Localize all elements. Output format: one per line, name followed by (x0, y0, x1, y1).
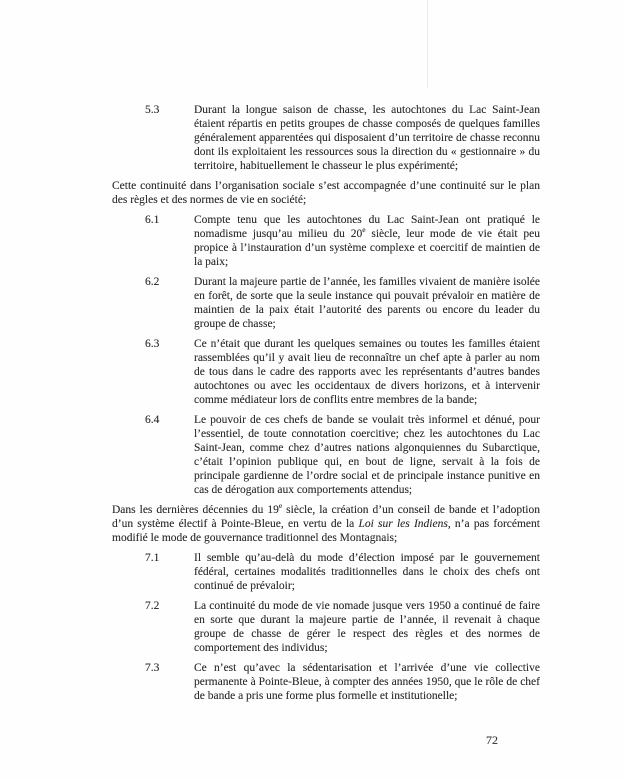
paragraph-text: Le pouvoir de ces chefs de bande se voulait très informel et dénué, pour l’essentiel, de toute connotation coercitive; chez les autochtones du Lac Saint-Jean, comme chez d’autres nations algonquiennes du Subarctique, c’était l’opinion publique qui, en bout de ligne, servait à la fois de principale gardienne de l’ordre social et de principale instance punitive en cas de dérogation aux comportements attendus; (194, 414, 540, 496)
paragraph-text: Ce n’est qu’avec la sédentarisation et l’arrivée d’une vie collective permanente à Pointe-Bleue, à compter des années 1950, que le rôle de chef de bande a pris une forme plus formelle et institutionelle; (194, 662, 540, 702)
numbered-paragraph-5-3 (112, 103, 540, 173)
numbered-paragraph-7-2 (112, 599, 540, 655)
paragraph-text: Durant la longue saison de chasse, les autochtones du Lac Saint-Jean étaient répartis en petits groupes de chasse composés de quelques familles généralement apparentées qui disposaient d’un territoire de chasse reconnu dont ils exploitaient les ressources sous la direction du « gestionnaire » du territoire, habituellement le chasseur le plus expérimenté; (194, 104, 540, 172)
paragraph-connective-1: Cette continuité dans l’organisation sociale s’est accompagnée d’une continuité sur le plan des règles et des normes de vie en société; (112, 180, 540, 206)
numbered-paragraph-7-3 (112, 661, 540, 703)
paragraph-text: Ce n’était que durant les quelques semaines ou toutes les familles étaient rassemblées qu’il y avait lieu de reconnaître un chef apte à parler au nom de tous dans le cadre des rapports avec les représentants d’autres bandes autochtones ou avec les occidentaux de divers horizons, et à intervenir comme médiateur lors de conflits entre membres de la bande; (194, 338, 540, 406)
paragraph-number: 6.3 (145, 338, 160, 350)
paragraph-connective-2: Dans les dernières décennies du 19e siècle, la création d’un conseil de bande et l’adoption d’un système électif à Pointe-Bleue, en vertu de la Loi sur les Indiens, n’a pas forcément modifié le mode de gouvernance traditionnel des Montagnais; (112, 501, 541, 544)
numbered-paragraph-6-2 (112, 275, 540, 331)
paragraph-text: Il semble qu’au-delà du mode d’élection imposé par le gouvernement fédéral, certaines modalités traditionnelles dans le choix des chefs ont continué de prévaloir; (194, 552, 540, 592)
paragraph-number: 7.1 (145, 552, 160, 564)
paragraph-number: 6.4 (145, 414, 160, 426)
paragraph-number: 7.2 (145, 600, 160, 612)
paragraph-text: La continuité du mode de vie nomade jusque vers 1950 a continué de faire en sorte que durant la majeure partie de l’année, il revenait à chaque groupe de chasse de gérer le respect des règles et des normes de comportement des individus; (194, 600, 540, 654)
page-number: 72 (486, 733, 498, 747)
paragraph-text: Durant la majeure partie de l’année, les familles vivaient de manière isolée en forêt, de sorte que la seule instance qui pouvait prévaloir en matière de maintien de la paix était l’autorité des parents ou encore du leader du groupe de chasse; (194, 276, 540, 330)
paragraph-text: Compte tenu que les autochtones du Lac Saint-Jean ont pratiqué le nomadisme jusqu’au milieu du 20e siècle, leur mode de vie était peu propice à l’instauration d’un système complexe et coercitif de maintien de la paix; (194, 214, 540, 268)
numbered-paragraph-6-4 (112, 413, 540, 497)
paragraph-number: 5.3 (145, 104, 160, 116)
paragraph-number: 7.3 (145, 662, 160, 674)
paragraph-number: 6.2 (145, 276, 160, 288)
numbered-paragraph-7-1 (112, 551, 540, 593)
scan-artifact-line (427, 0, 428, 88)
document-body (112, 103, 540, 709)
numbered-paragraph-6-1 (112, 213, 540, 269)
paragraph-number: 6.1 (145, 214, 160, 226)
numbered-paragraph-6-3 (112, 337, 540, 407)
